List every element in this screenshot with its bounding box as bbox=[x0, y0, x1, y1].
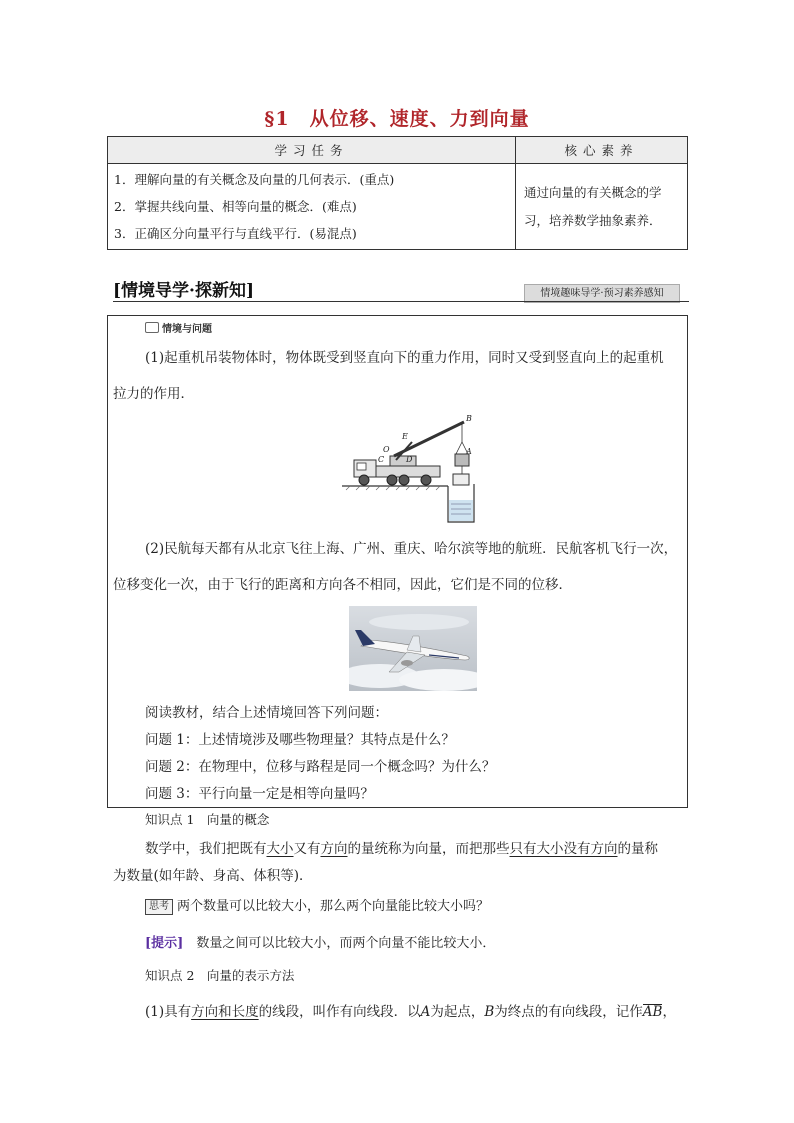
crane-label-d: D bbox=[406, 455, 413, 464]
underlined-term: 方向 bbox=[320, 841, 348, 857]
scenario-label bbox=[145, 320, 212, 335]
airplane-icon bbox=[349, 606, 477, 691]
crane-label-e: E bbox=[402, 432, 408, 441]
text-run: 为起点， bbox=[430, 1004, 485, 1020]
learning-goals-table bbox=[107, 136, 688, 250]
text-run: 为终点的有向线段，记作 bbox=[494, 1004, 643, 1020]
hint-text: 数量之间可以比较大小，而两个向量不能比较大小． bbox=[196, 936, 496, 951]
knowledge-1-heading: 知识点 1 向量的概念 bbox=[145, 812, 270, 827]
knowledge-1-line-1 bbox=[145, 837, 658, 857]
underlined-term: 只有大小没有方向 bbox=[509, 841, 618, 857]
question-1: 问题 1：上述情境涉及哪些物理量？其特点是什么？ bbox=[145, 732, 455, 748]
text-run: 数学中，我们把既有 bbox=[145, 841, 267, 857]
think-text: 两个数量可以比较大小，那么两个向量能比较大小吗？ bbox=[177, 899, 490, 914]
section-tag: 情境趣味导学·预习素养感知 bbox=[524, 284, 680, 303]
question-2: 问题 2：在物理中，位移与路程是同一个概念吗？为什么？ bbox=[145, 759, 496, 775]
crane-label-a: A bbox=[466, 447, 472, 456]
crane-figure bbox=[340, 412, 480, 524]
knowledge-1-line-2: 为数量(如年龄、身高、体积等)． bbox=[113, 868, 313, 884]
crane-label-c: C bbox=[378, 455, 385, 464]
scenario-paragraph-1-cont: 拉力的作用． bbox=[113, 386, 194, 402]
vector-ab: AB bbox=[642, 1004, 663, 1020]
variable-a: A bbox=[420, 1004, 431, 1020]
scenario-prompt: 阅读教材，结合上述情境回答下列问题： bbox=[145, 705, 388, 721]
hint-answer bbox=[145, 932, 495, 951]
think-tag: 思考 bbox=[145, 899, 173, 915]
scenario-paragraph-1: (1)起重机吊装物体时，物体既受到竖直向下的重力作用，同时又受到竖直向上的起重机 bbox=[145, 350, 664, 366]
header-core-literacy: 核心素养 bbox=[516, 137, 688, 164]
header-learning-tasks: 学习任务 bbox=[108, 137, 516, 164]
task-item: 1．理解向量的有关概念及向量的几何表示．(重点) bbox=[114, 172, 395, 187]
core-literacy-cell bbox=[516, 164, 688, 250]
underlined-term: 方向和长度 bbox=[191, 1004, 259, 1020]
text-run: (1)具有 bbox=[145, 1004, 192, 1020]
text-run: 的线段，叫作有向线段．以 bbox=[258, 1004, 421, 1020]
task-item: 2．掌握共线向量、相等向量的概念．(难点) bbox=[114, 199, 357, 214]
text-run: 的量称 bbox=[617, 841, 658, 857]
core-literacy-line: 通过向量的有关概念的学 bbox=[524, 184, 662, 200]
text-run: 的量统称为向量，而把那些 bbox=[347, 841, 510, 857]
crane-label-b: B bbox=[466, 414, 472, 423]
hands-icon bbox=[145, 322, 159, 333]
knowledge-2-heading: 知识点 2 向量的表示方法 bbox=[145, 968, 295, 983]
underlined-term: 大小 bbox=[266, 841, 294, 857]
airplane-photo bbox=[349, 606, 477, 691]
scenario-label-text: 情境与问题 bbox=[162, 324, 212, 335]
text-run: ， bbox=[662, 1004, 676, 1020]
hint-tag: [提示] bbox=[145, 936, 184, 951]
section-heading: [情境导学·探新知] bbox=[113, 281, 255, 301]
page-title: §1 从位移、速度、力到向量 bbox=[264, 108, 530, 130]
scenario-paragraph-2-cont: 位移变化一次，由于飞行的距离和方向各不相同，因此，它们是不同的位移． bbox=[113, 577, 572, 593]
crane-label-o: O bbox=[383, 445, 390, 454]
scenario-paragraph-2: (2)民航每天都有从北京飞往上海、广州、重庆、哈尔滨等地的航班．民航客机飞行一次， bbox=[145, 541, 678, 557]
task-list bbox=[108, 164, 516, 250]
variable-b: B bbox=[484, 1004, 495, 1020]
text-run: 又有 bbox=[293, 841, 321, 857]
core-literacy-line: 习，培养数学抽象素养． bbox=[524, 212, 662, 228]
question-3: 问题 3：平行向量一定是相等向量吗？ bbox=[145, 786, 374, 802]
think-question bbox=[145, 895, 489, 915]
knowledge-2-line-1 bbox=[145, 1000, 676, 1020]
section-divider bbox=[113, 301, 689, 302]
task-item: 3．正确区分向量平行与直线平行．(易混点) bbox=[114, 226, 357, 241]
